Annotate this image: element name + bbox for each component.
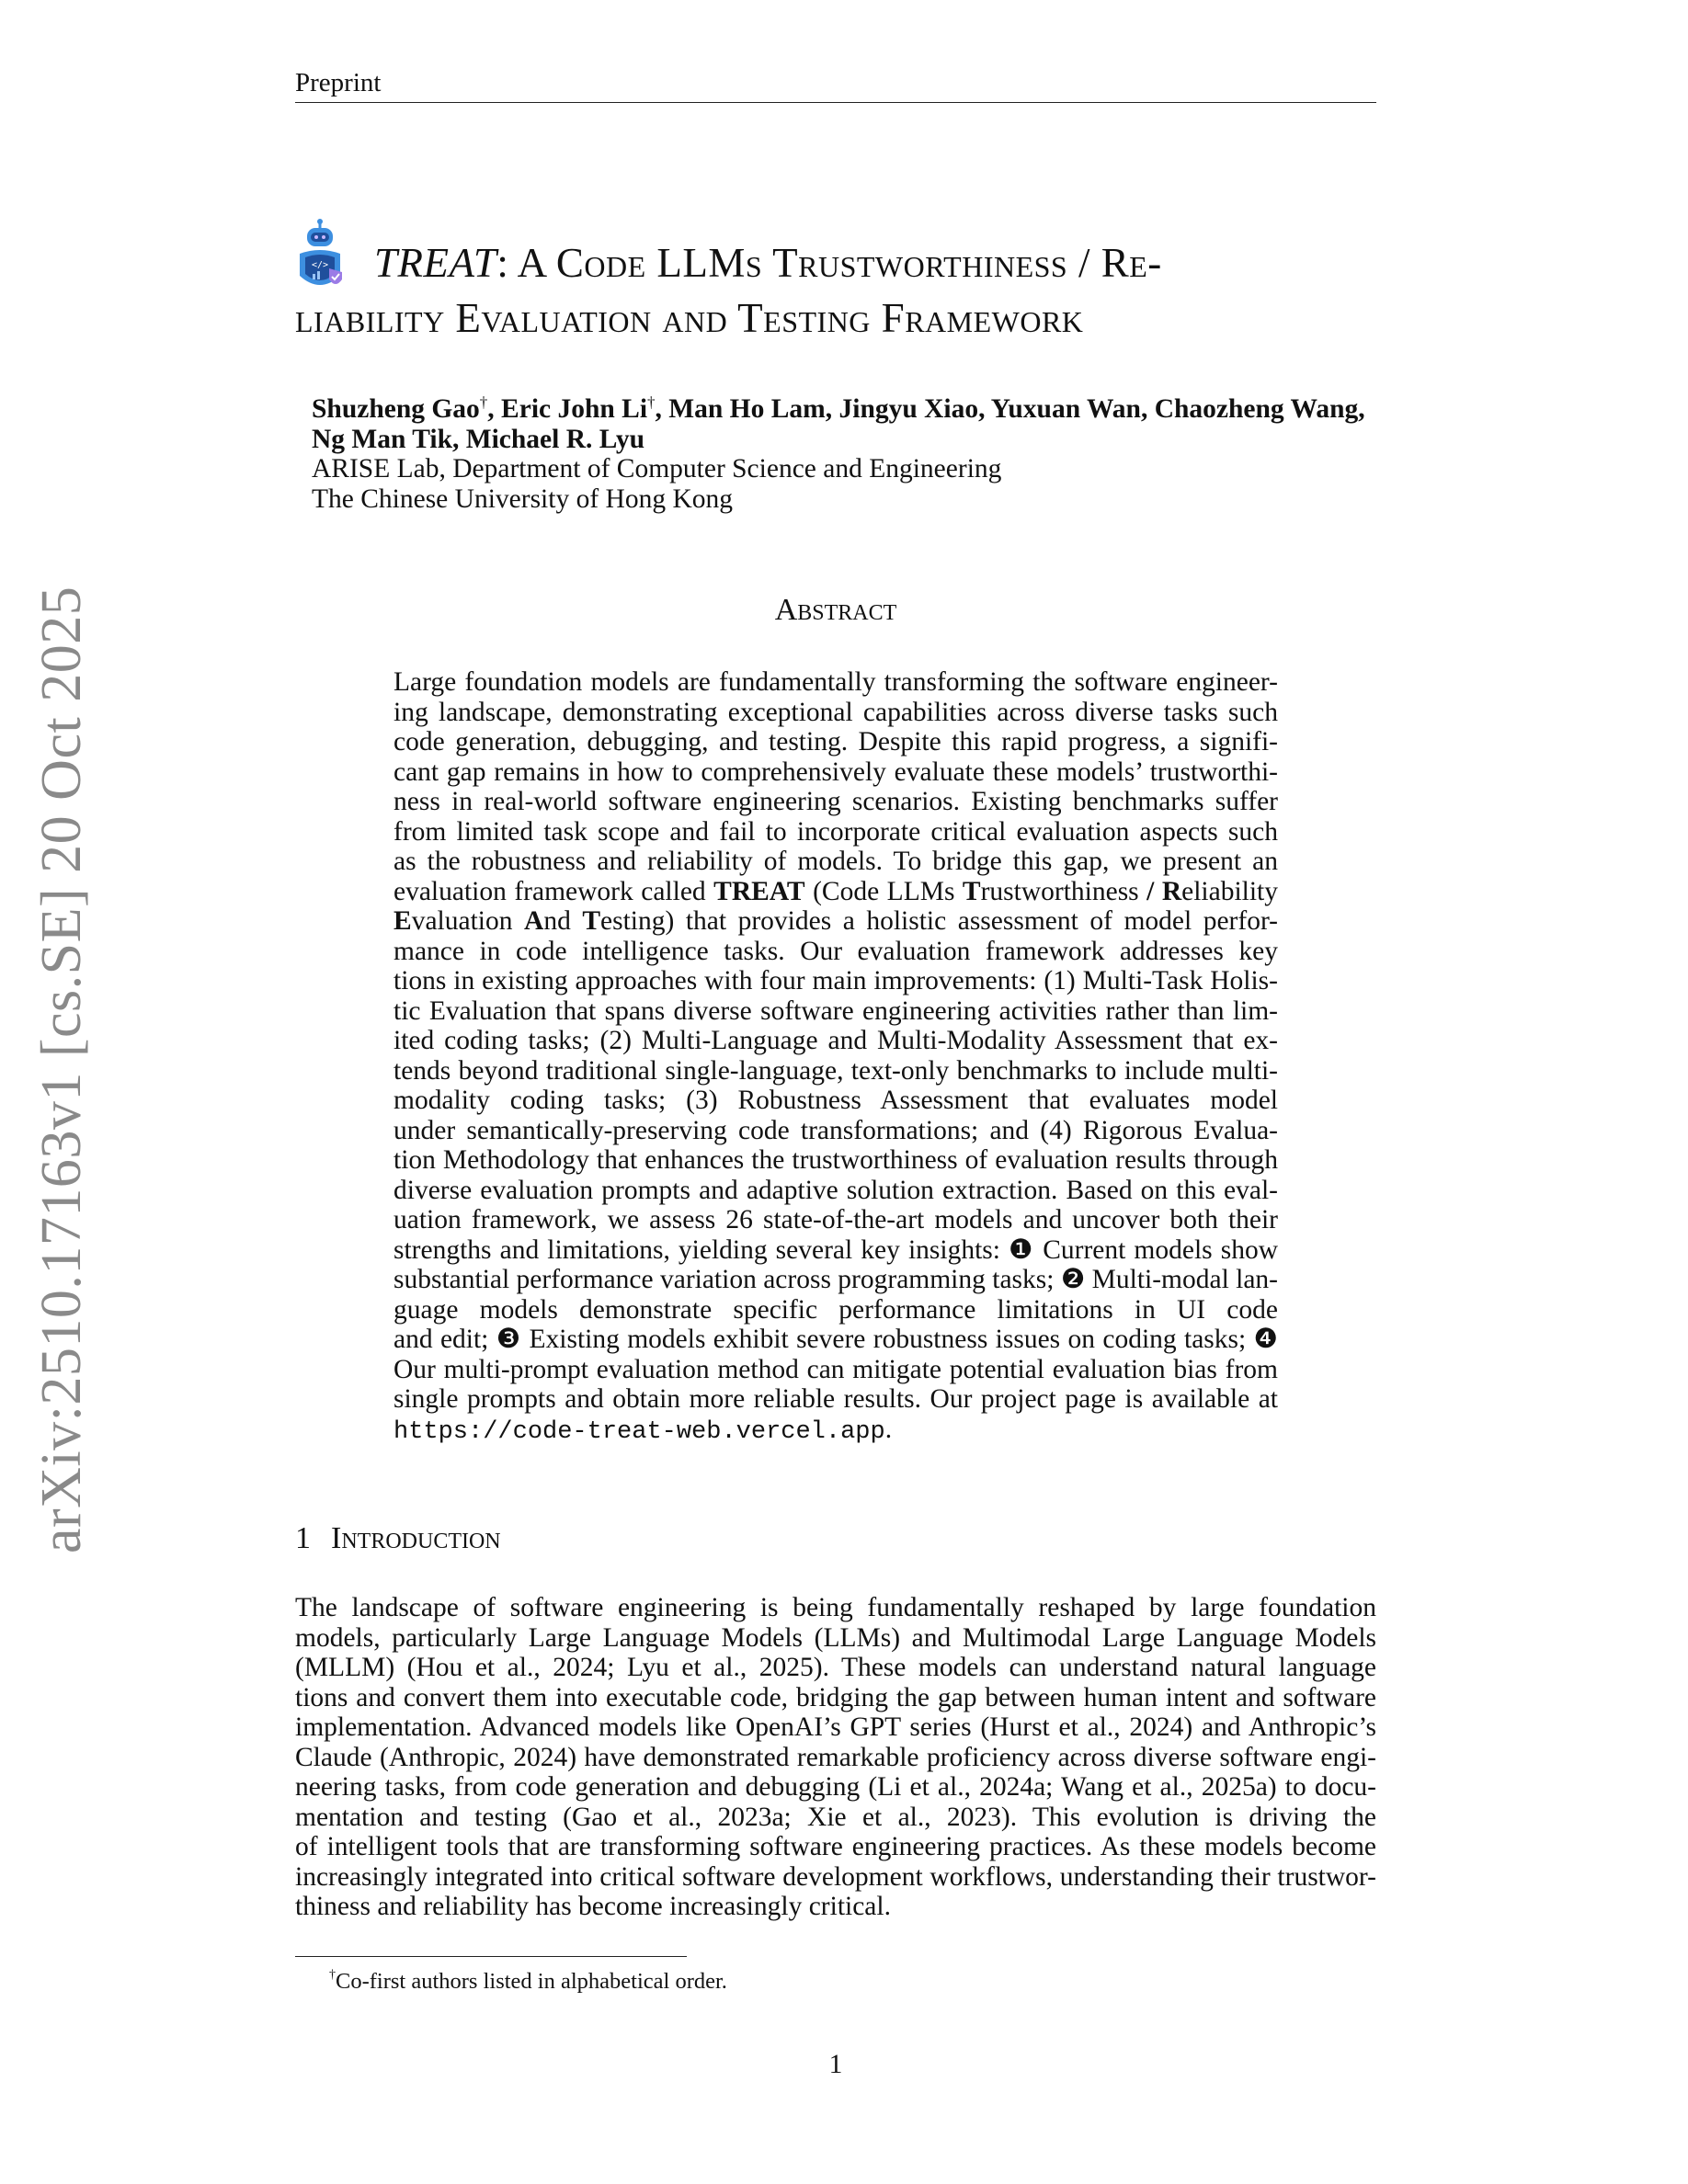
title-line-1-text: : A Code LLMs Trustworthiness / Re- [496, 240, 1162, 286]
text-line [393, 1145, 1278, 1176]
text-segment: as the robustness and reliability of models. To bridge this gap, we present an [393, 847, 1278, 876]
text-line [295, 1623, 1376, 1654]
text-segment: esting) that provides a holistic assessment of model perfor- [600, 906, 1278, 936]
text-segment: and edit; ❸ Existing models exhibit severe robustness issues on coding tasks; ❹ [393, 1325, 1278, 1354]
project-url-link[interactable]: https://code-treat-web.vercel.app [393, 1417, 885, 1444]
text-line [393, 1265, 1278, 1295]
abstract-heading: Abstract [774, 593, 897, 627]
text-segment: models, particularly Large Language Models (LLMs) and Multimodal Large Language Models [295, 1622, 1376, 1653]
text-line [295, 1593, 1376, 1623]
footnote-text: Co-first authors listed in alphabetical order. [336, 1969, 727, 1994]
introduction-body [295, 1593, 1376, 1922]
footnote-divider [295, 1956, 687, 1957]
text-line [295, 1892, 1376, 1922]
text-line [295, 1772, 1376, 1803]
cofirst-mark: † [647, 393, 656, 411]
text-segment: mance in code intelligence tasks. Our evaluation framework addresses key [393, 936, 1278, 966]
text-line [295, 1862, 1376, 1893]
text-segment: tends beyond traditional single-language, text-only benchmarks to include multi- [393, 1055, 1278, 1086]
author-names-line-1 [312, 394, 1387, 425]
text-line [393, 757, 1278, 788]
text-line [393, 727, 1278, 757]
text-line [393, 996, 1278, 1027]
text-segment: code generation, debugging, and testing. Despite this rapid progress, a signifi- [393, 727, 1278, 756]
affiliation-university: The Chinese University of Hong Kong [312, 483, 733, 514]
text-segment: Large foundation models are fundamentally transforming the software engineer- [393, 667, 1278, 697]
text-segment: modality coding tasks; (3) Robustness Assessment that evaluates model [393, 1086, 1278, 1115]
text-line [393, 1235, 1278, 1266]
text-line [393, 1355, 1278, 1385]
text-segment: uation framework, we assess 26 state-of-the-art models and uncover both their [393, 1205, 1278, 1234]
text-line [393, 698, 1278, 728]
text-segment: substantial performance variation across programming tasks; ❷ Multi-modal lan- [393, 1265, 1278, 1294]
text-segment: nd [543, 906, 583, 936]
text-segment: evaluation framework called [393, 876, 714, 906]
text-line [295, 1832, 1376, 1862]
text-segment: (MLLM) (Hou et al., 2024; Lyu et al., 2025). These models can understand natural language [295, 1653, 1376, 1682]
text-segment: rustworthiness [980, 876, 1147, 906]
title-line-1 [295, 235, 1380, 290]
text-line [393, 1295, 1278, 1325]
cofirst-mark: † [479, 393, 488, 411]
paper-title [295, 235, 1380, 346]
bold-text: TREAT [713, 876, 805, 906]
text-line [393, 787, 1278, 817]
text-line [295, 1803, 1376, 1833]
text-line [393, 667, 1278, 698]
text-line [393, 1086, 1278, 1116]
text-line [393, 1325, 1278, 1355]
text-line [393, 1026, 1278, 1056]
text-line [393, 1116, 1278, 1146]
svg-text:</>: </> [312, 260, 329, 270]
text-segment: tions in existing approaches with four main improvements: (1) Multi-Task Holis- [393, 966, 1278, 995]
bold-text: A [524, 906, 544, 936]
text-line [393, 847, 1278, 877]
text-line [393, 906, 1278, 937]
bold-text: E [393, 906, 412, 936]
text-segment: tions and convert them into executable code, bridging the gap between human intent and software [295, 1682, 1376, 1712]
text-segment: . [884, 1414, 893, 1444]
text-line [393, 1056, 1278, 1086]
author-block [312, 394, 1387, 514]
text-segment: cant gap remains in how to comprehensively evaluate these models’ trustworthi- [393, 756, 1278, 787]
author-name: , Eric John Li [487, 394, 648, 424]
text-line [393, 966, 1278, 996]
affiliation-lab: ARISE Lab, Department of Computer Science and Engineering [312, 454, 1002, 483]
text-line [393, 937, 1278, 967]
footnote-mark: † [329, 1968, 336, 1982]
text-segment: increasingly integrated into critical software development workflows, understanding their trustwor- [295, 1861, 1376, 1892]
text-line [295, 1712, 1376, 1743]
text-segment: ited coding tasks; (2) Multi-Language and Multi-Modality Assessment that ex- [393, 1026, 1278, 1055]
section-number: 1 [295, 1521, 311, 1555]
title-line-2: liability Evaluation and Testing Framework [295, 295, 1084, 341]
text-line [393, 1205, 1278, 1235]
text-segment: eliability [1181, 876, 1278, 906]
text-line [393, 877, 1278, 907]
text-segment: valuation [411, 906, 524, 936]
page-number: 1 [828, 2050, 843, 2079]
abstract-body [393, 667, 1278, 1444]
text-segment: of intelligent tools that are transforming software engineering practices. As these models become [295, 1832, 1376, 1861]
text-segment: ness in real-world software engineering scenarios. Existing benchmarks suffer [393, 787, 1278, 816]
text-segment: neering tasks, from code generation and debugging (Li et al., 2024a; Wang et al., 2025a) to docu- [295, 1772, 1376, 1802]
text-segment: implementation. Advanced models like OpenAI’s GPT series (Hurst et al., 2024) and Anthropic’s [295, 1712, 1376, 1742]
text-line [393, 1176, 1278, 1206]
text-line [393, 817, 1278, 847]
author-name: Shuzheng Gao [312, 394, 480, 424]
author-names-line-2: Ng Man Tik, Michael R. Lyu [312, 424, 644, 454]
running-head-text: Preprint [295, 68, 382, 97]
text-segment: strengths and limitations, yielding several key insights: ❶ Current models show [393, 1234, 1278, 1265]
text-segment: under semantically-preserving code transformations; and (4) Rigorous Evalua- [393, 1115, 1278, 1145]
text-line [295, 1743, 1376, 1773]
text-line [295, 1683, 1376, 1713]
text-segment: ing landscape, demonstrating exceptional capabilities across diverse tasks such [393, 697, 1278, 727]
text-segment: guage models demonstrate specific performance limitations in UI code [393, 1294, 1278, 1325]
text-segment: (Code LLMs [804, 876, 963, 906]
text-line [393, 1415, 1278, 1445]
bold-text: T [962, 876, 981, 906]
running-header [295, 68, 1376, 103]
section-title: Introduction [331, 1521, 501, 1555]
title-name: TREAT [374, 240, 497, 286]
author-names: , Man Ho Lam, Jingyu Xiao, Yuxuan Wan, Chaozheng Wang, [655, 394, 1365, 424]
footnote [329, 1969, 727, 1995]
text-segment: Our multi-prompt evaluation method can mitigate potential evaluation bias from [393, 1354, 1278, 1384]
text-segment: Claude (Anthropic, 2024) have demonstrated remarkable proficiency across diverse software engi- [295, 1742, 1376, 1772]
section-heading-introduction [295, 1521, 501, 1556]
text-line [295, 1653, 1376, 1683]
arxiv-identifier: arXiv:2510.17163v1 [cs.SE] 20 Oct 2025 [30, 586, 93, 1553]
text-segment: tion Methodology that enhances the trustworthiness of evaluation results through [393, 1145, 1278, 1175]
text-line [393, 1384, 1278, 1415]
text-segment: thiness and reliability has become increasingly critical. [295, 1892, 891, 1921]
text-segment: from limited task scope and fail to incorporate critical evaluation aspects such [393, 816, 1278, 847]
text-segment: single prompts and obtain more reliable results. Our project page is available at [393, 1384, 1278, 1414]
text-segment: mentation and testing (Gao et al., 2023a; Xie et al., 2023). This evolution is driving the [295, 1802, 1376, 1832]
text-segment: diverse evaluation prompts and adaptive solution extraction. Based on this eval- [393, 1175, 1278, 1205]
bold-text: / R [1146, 876, 1182, 906]
text-segment: tic Evaluation that spans diverse software engineering activities rather than lim- [393, 995, 1278, 1026]
bold-text: T [582, 906, 601, 936]
text-segment: The landscape of software engineering is being fundamentally reshaped by large foundation [295, 1593, 1376, 1622]
